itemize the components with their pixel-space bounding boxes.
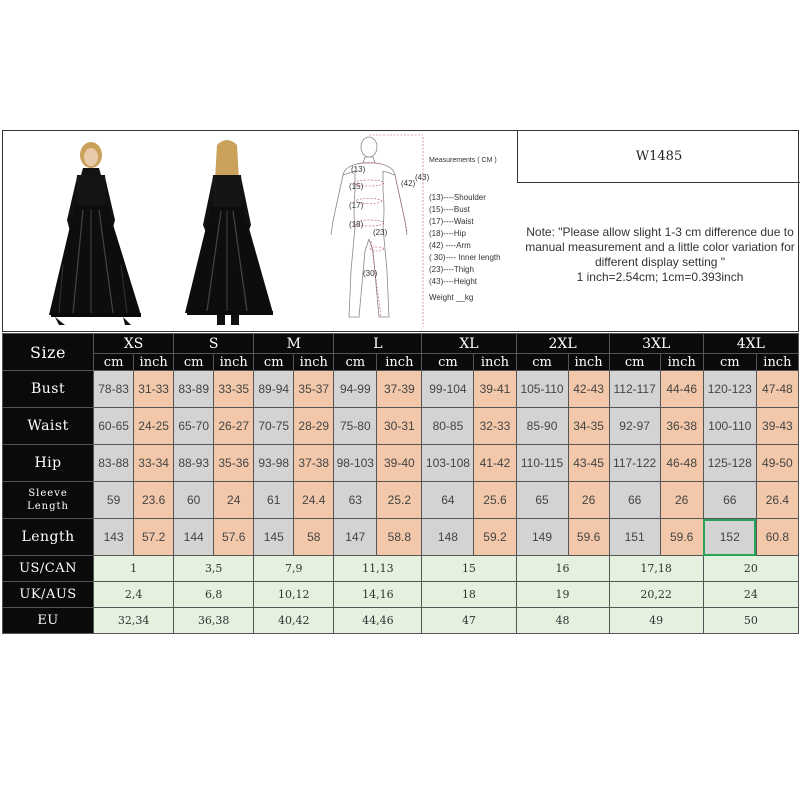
sleeve-length-cm-3xl: 66 — [609, 482, 660, 519]
bust-cm-2xl: 105-110 — [516, 371, 568, 408]
note-disclaimer: Note: "Please allow slight 1-3 cm difference due to manual measurement and a little color variation for different display setting " — [525, 225, 795, 269]
eu-m: 40,42 — [254, 608, 334, 634]
bust-inch-xl: 39-41 — [474, 371, 516, 408]
sleeve-length-cm-xl: 64 — [422, 482, 474, 519]
size-chart-table — [2, 333, 799, 634]
unit-inch-3xl: inch — [660, 354, 703, 371]
hip-cm-m: 93-98 — [254, 445, 294, 482]
unit-inch-s: inch — [214, 354, 254, 371]
unit-cm-xl: cm — [422, 354, 474, 371]
diagram-label-arm: (42) — [401, 179, 416, 188]
measure-item-inner-length: ( 30)---- Inner length — [429, 253, 501, 262]
hip-cm-2xl: 110-115 — [516, 445, 568, 482]
eu-l: 44,46 — [334, 608, 422, 634]
length-cm-m: 145 — [254, 519, 294, 556]
hip-inch-3xl: 46-48 — [660, 445, 703, 482]
length-inch-2xl: 59.6 — [568, 519, 609, 556]
waist-inch-m: 28-29 — [294, 408, 334, 445]
waist-inch-xl: 32-33 — [474, 408, 516, 445]
eu-xs: 32,34 — [94, 608, 174, 634]
sleeve-length-cm-l: 63 — [334, 482, 377, 519]
unit-cm-4xl: cm — [703, 354, 756, 371]
sleeve-length-inch-3xl: 26 — [660, 482, 703, 519]
unit-cm-xs: cm — [94, 354, 134, 371]
uk-aus-xl: 18 — [422, 582, 516, 608]
length-cm-3xl: 151 — [609, 519, 660, 556]
length-inch-m: 58 — [294, 519, 334, 556]
measure-item-thigh: (23)----Thigh — [429, 265, 474, 274]
uk-aus-4xl: 24 — [703, 582, 798, 608]
size-4xl: 4XL — [703, 334, 798, 354]
size-xl: XL — [422, 334, 516, 354]
hip-cm-4xl: 125-128 — [703, 445, 756, 482]
bust-inch-2xl: 42-43 — [568, 371, 609, 408]
length-cm-xl: 148 — [422, 519, 474, 556]
size-s: S — [174, 334, 254, 354]
sleeve-length-inch-2xl: 26 — [568, 482, 609, 519]
diagram-label-thigh: (23) — [373, 228, 388, 237]
unit-cm-s: cm — [174, 354, 214, 371]
measure-row-bust — [3, 371, 799, 408]
size-label: Size — [3, 334, 94, 371]
measure-row-sleeve-length — [3, 482, 799, 519]
eu-xl: 47 — [422, 608, 516, 634]
model-back-view-image — [181, 135, 281, 331]
us-can-xl: 15 — [422, 556, 516, 582]
sleeve-length-cm-2xl: 65 — [516, 482, 568, 519]
length-inch-xs: 57.2 — [134, 519, 174, 556]
waist-cm-xl: 80-85 — [422, 408, 474, 445]
measure-row-waist — [3, 408, 799, 445]
eu-label: EU — [3, 608, 94, 634]
hip-cm-xs: 83-88 — [94, 445, 134, 482]
waist-cm-2xl: 85-90 — [516, 408, 568, 445]
diagram-label-bust: (15) — [349, 182, 364, 191]
model-front-view-image — [43, 135, 153, 331]
waist-inch-xs: 24-25 — [134, 408, 174, 445]
measure-item-arm: (42) ----Arm — [429, 241, 471, 250]
uk-aus-xs: 2,4 — [94, 582, 174, 608]
unit-header-row — [3, 354, 799, 371]
unit-cm-m: cm — [254, 354, 294, 371]
waist-cm-xs: 60-65 — [94, 408, 134, 445]
length-cm-2xl: 149 — [516, 519, 568, 556]
unit-inch-2xl: inch — [568, 354, 609, 371]
bust-inch-m: 35-37 — [294, 371, 334, 408]
unit-conversion: 1 inch=2.54cm; 1cm=0.393inch — [576, 270, 744, 284]
bust-cm-m: 89-94 — [254, 371, 294, 408]
length-cm-4xl: 152 — [703, 519, 756, 556]
length-label: Length — [3, 519, 94, 556]
sleeve-length-inch-s: 24 — [214, 482, 254, 519]
uk-aus-2xl: 19 — [516, 582, 609, 608]
style-code-box — [517, 131, 800, 183]
unit-inch-4xl: inch — [756, 354, 798, 371]
hip-cm-3xl: 117-122 — [609, 445, 660, 482]
sleeve-length-label: Sleeve Length — [3, 482, 94, 519]
sleeve-length-inch-m: 24.4 — [294, 482, 334, 519]
bust-inch-3xl: 44-46 — [660, 371, 703, 408]
hip-inch-2xl: 43-45 — [568, 445, 609, 482]
size-l: L — [334, 334, 422, 354]
uk-aus-label: UK/AUS — [3, 582, 94, 608]
diagram-label-waist: (17) — [349, 201, 364, 210]
us-can-label: US/CAN — [3, 556, 94, 582]
unit-cm-3xl: cm — [609, 354, 660, 371]
us-can-4xl: 20 — [703, 556, 798, 582]
hip-cm-s: 88-93 — [174, 445, 214, 482]
bust-cm-xl: 99-104 — [422, 371, 474, 408]
length-cm-xs: 143 — [94, 519, 134, 556]
diagram-label-hip: (18) — [349, 220, 364, 229]
sleeve-length-inch-4xl: 26.4 — [756, 482, 798, 519]
uk-aus-3xl: 20,22 — [609, 582, 703, 608]
bust-inch-l: 37-39 — [377, 371, 422, 408]
length-inch-4xl: 60.8 — [756, 519, 798, 556]
size-m: M — [254, 334, 334, 354]
unit-inch-xs: inch — [134, 354, 174, 371]
hip-inch-l: 39-40 — [377, 445, 422, 482]
unit-inch-m: inch — [294, 354, 334, 371]
bust-cm-4xl: 120-123 — [703, 371, 756, 408]
us-can-m: 7,9 — [254, 556, 334, 582]
length-inch-xl: 59.2 — [474, 519, 516, 556]
unit-cm-2xl: cm — [516, 354, 568, 371]
hip-cm-l: 98-103 — [334, 445, 377, 482]
style-code: W1485 — [635, 149, 683, 164]
unit-inch-l: inch — [377, 354, 422, 371]
measure-row-hip — [3, 445, 799, 482]
measurements-title: Measurements ( CM ) — [429, 157, 497, 164]
sleeve-length-cm-4xl: 66 — [703, 482, 756, 519]
eu-s: 36,38 — [174, 608, 254, 634]
waist-cm-s: 65-70 — [174, 408, 214, 445]
uk-aus-l: 14,16 — [334, 582, 422, 608]
hip-inch-4xl: 49-50 — [756, 445, 798, 482]
waist-inch-3xl: 36-38 — [660, 408, 703, 445]
bust-label: Bust — [3, 371, 94, 408]
hip-cm-xl: 103-108 — [422, 445, 474, 482]
measure-item-bust: (15)----Bust — [429, 205, 470, 214]
waist-cm-m: 70-75 — [254, 408, 294, 445]
measure-item-hip: (18)----Hip — [429, 229, 466, 238]
us-can-2xl: 16 — [516, 556, 609, 582]
uk-aus-m: 10,12 — [254, 582, 334, 608]
length-cm-l: 147 — [334, 519, 377, 556]
weight-label: Weight __kg — [429, 293, 474, 302]
fit-row-uk-aus — [3, 582, 799, 608]
fit-row-eu — [3, 608, 799, 634]
us-can-xs: 1 — [94, 556, 174, 582]
measure-row-length — [3, 519, 799, 556]
waist-inch-4xl: 39-43 — [756, 408, 798, 445]
measurement-note — [519, 225, 800, 285]
waist-inch-2xl: 34-35 — [568, 408, 609, 445]
product-info-panel — [2, 130, 799, 332]
measure-item-shoulder: (13)----Shoulder — [429, 193, 486, 202]
sleeve-length-cm-s: 60 — [174, 482, 214, 519]
hip-inch-xl: 41-42 — [474, 445, 516, 482]
size-header-row — [3, 334, 799, 354]
waist-cm-4xl: 100-110 — [703, 408, 756, 445]
waist-cm-l: 75-80 — [334, 408, 377, 445]
diagram-label-inner-length: (30) — [363, 269, 378, 278]
size-3xl: 3XL — [609, 334, 703, 354]
eu-3xl: 49 — [609, 608, 703, 634]
length-inch-s: 57.6 — [214, 519, 254, 556]
us-can-3xl: 17,18 — [609, 556, 703, 582]
waist-cm-3xl: 92-97 — [609, 408, 660, 445]
uk-aus-s: 6,8 — [174, 582, 254, 608]
bust-cm-3xl: 112-117 — [609, 371, 660, 408]
size-xs: XS — [94, 334, 174, 354]
waist-label: Waist — [3, 408, 94, 445]
bust-inch-4xl: 47-48 — [756, 371, 798, 408]
bust-inch-s: 33-35 — [214, 371, 254, 408]
hip-inch-m: 37-38 — [294, 445, 334, 482]
measure-item-waist: (17)----Waist — [429, 217, 474, 226]
size-2xl: 2XL — [516, 334, 609, 354]
bust-cm-l: 94-99 — [334, 371, 377, 408]
sleeve-length-inch-xs: 23.6 — [134, 482, 174, 519]
hip-label: Hip — [3, 445, 94, 482]
hip-inch-xs: 33-34 — [134, 445, 174, 482]
bust-cm-s: 83-89 — [174, 371, 214, 408]
us-can-s: 3,5 — [174, 556, 254, 582]
us-can-l: 11,13 — [334, 556, 422, 582]
length-cm-s: 144 — [174, 519, 214, 556]
bust-cm-xs: 78-83 — [94, 371, 134, 408]
waist-inch-s: 26-27 — [214, 408, 254, 445]
sleeve-length-cm-xs: 59 — [94, 482, 134, 519]
length-inch-l: 58.8 — [377, 519, 422, 556]
diagram-label-shoulder: (13) — [351, 165, 366, 174]
eu-2xl: 48 — [516, 608, 609, 634]
waist-inch-l: 30-31 — [377, 408, 422, 445]
sleeve-length-inch-l: 25.2 — [377, 482, 422, 519]
sleeve-length-cm-m: 61 — [254, 482, 294, 519]
length-inch-3xl: 59.6 — [660, 519, 703, 556]
unit-cm-l: cm — [334, 354, 377, 371]
fit-row-us-can — [3, 556, 799, 582]
eu-4xl: 50 — [703, 608, 798, 634]
diagram-label-height: (43) — [415, 173, 430, 182]
measure-item-height: (43)----Height — [429, 277, 478, 286]
sleeve-length-inch-xl: 25.6 — [474, 482, 516, 519]
hip-inch-s: 35-36 — [214, 445, 254, 482]
unit-inch-xl: inch — [474, 354, 516, 371]
bust-inch-xs: 31-33 — [134, 371, 174, 408]
